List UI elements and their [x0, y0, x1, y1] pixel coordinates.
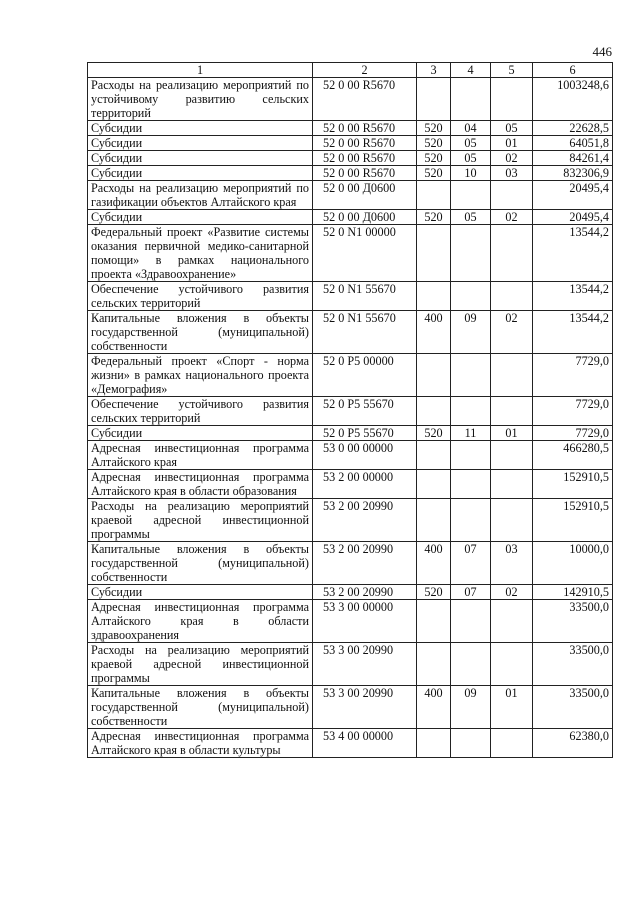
expense-type-cell	[417, 78, 451, 121]
item-name-cell: Субсидии	[88, 151, 313, 166]
amount-cell: 466280,5	[533, 441, 613, 470]
header-cell: 4	[451, 63, 491, 78]
item-name-cell: Адресная инвестиционная программа Алтайского края в области образования	[88, 470, 313, 499]
item-name-cell: Расходы на реализацию мероприятий краевой адресной инвестиционной программы	[88, 643, 313, 686]
amount-cell: 13544,2	[533, 311, 613, 354]
header-cell: 3	[417, 63, 451, 78]
item-name-cell: Обеспечение устойчивого развития сельских территорий	[88, 282, 313, 311]
section-cell	[451, 499, 491, 542]
amount-cell: 22628,5	[533, 121, 613, 136]
item-name-cell: Расходы на реализацию мероприятий по устойчивому развитию сельских территорий	[88, 78, 313, 121]
amount-cell: 20495,4	[533, 181, 613, 210]
expense-type-cell: 400	[417, 542, 451, 585]
section-cell	[451, 282, 491, 311]
section-cell: 05	[451, 151, 491, 166]
header-cell: 6	[533, 63, 613, 78]
section-cell: 09	[451, 686, 491, 729]
table-row	[88, 225, 613, 282]
item-name-cell: Обеспечение устойчивого развития сельских территорий	[88, 397, 313, 426]
table-row	[88, 181, 613, 210]
table-row	[88, 470, 613, 499]
table-row	[88, 542, 613, 585]
amount-cell: 152910,5	[533, 499, 613, 542]
target-code-cell: 52 0 P5 55670	[313, 397, 417, 426]
section-cell: 07	[451, 542, 491, 585]
item-name-cell: Адресная инвестиционная программа Алтайского края в области культуры	[88, 729, 313, 758]
amount-cell: 152910,5	[533, 470, 613, 499]
budget-table	[87, 62, 613, 758]
table-row	[88, 354, 613, 397]
amount-cell: 1003248,6	[533, 78, 613, 121]
table-row	[88, 78, 613, 121]
item-name-cell: Расходы на реализацию мероприятий краевой адресной инвестиционной программы	[88, 499, 313, 542]
table-row	[88, 499, 613, 542]
section-cell: 09	[451, 311, 491, 354]
amount-cell: 7729,0	[533, 397, 613, 426]
amount-cell: 20495,4	[533, 210, 613, 225]
expense-type-cell	[417, 354, 451, 397]
target-code-cell: 52 0 00 Д0600	[313, 210, 417, 225]
expense-type-cell: 400	[417, 686, 451, 729]
target-code-cell: 52 0 00 R5670	[313, 121, 417, 136]
target-code-cell: 53 2 00 20990	[313, 499, 417, 542]
amount-cell: 142910,5	[533, 585, 613, 600]
item-name-cell: Капитальные вложения в объекты государственной (муниципальной) собственности	[88, 686, 313, 729]
expense-type-cell	[417, 441, 451, 470]
amount-cell: 33500,0	[533, 686, 613, 729]
subsection-cell	[491, 643, 533, 686]
item-name-cell: Субсидии	[88, 136, 313, 151]
item-name-cell: Субсидии	[88, 121, 313, 136]
subsection-cell	[491, 282, 533, 311]
target-code-cell: 53 3 00 00000	[313, 600, 417, 643]
table-row	[88, 151, 613, 166]
section-cell: 11	[451, 426, 491, 441]
section-cell: 04	[451, 121, 491, 136]
section-cell	[451, 397, 491, 426]
header-cell: 5	[491, 63, 533, 78]
expense-type-cell: 520	[417, 210, 451, 225]
item-name-cell: Адресная инвестиционная программа Алтайского края в области здравоохранения	[88, 600, 313, 643]
subsection-cell: 05	[491, 121, 533, 136]
target-code-cell: 52 0 00 Д0600	[313, 181, 417, 210]
target-code-cell: 52 0 N1 55670	[313, 311, 417, 354]
subsection-cell	[491, 441, 533, 470]
table-header-row	[88, 63, 613, 78]
expense-type-cell: 520	[417, 151, 451, 166]
section-cell	[451, 600, 491, 643]
target-code-cell: 52 0 00 R5670	[313, 166, 417, 181]
table-row	[88, 121, 613, 136]
section-cell: 10	[451, 166, 491, 181]
subsection-cell	[491, 729, 533, 758]
table-row	[88, 441, 613, 470]
amount-cell: 62380,0	[533, 729, 613, 758]
subsection-cell	[491, 181, 533, 210]
expense-type-cell	[417, 470, 451, 499]
subsection-cell: 03	[491, 166, 533, 181]
header-cell: 2	[313, 63, 417, 78]
target-code-cell: 52 0 00 R5670	[313, 151, 417, 166]
target-code-cell: 52 0 N1 00000	[313, 225, 417, 282]
target-code-cell: 52 0 P5 55670	[313, 426, 417, 441]
expense-type-cell	[417, 181, 451, 210]
subsection-cell	[491, 600, 533, 643]
subsection-cell	[491, 78, 533, 121]
subsection-cell	[491, 499, 533, 542]
section-cell	[451, 441, 491, 470]
target-code-cell: 53 3 00 20990	[313, 643, 417, 686]
amount-cell: 832306,9	[533, 166, 613, 181]
table-row	[88, 426, 613, 441]
expense-type-cell: 520	[417, 166, 451, 181]
table-row	[88, 166, 613, 181]
item-name-cell: Субсидии	[88, 426, 313, 441]
target-code-cell: 53 4 00 00000	[313, 729, 417, 758]
section-cell	[451, 470, 491, 499]
subsection-cell: 02	[491, 585, 533, 600]
target-code-cell: 52 0 P5 00000	[313, 354, 417, 397]
table-row	[88, 729, 613, 758]
expense-type-cell	[417, 643, 451, 686]
item-name-cell: Субсидии	[88, 210, 313, 225]
subsection-cell	[491, 225, 533, 282]
expense-type-cell	[417, 225, 451, 282]
subsection-cell	[491, 354, 533, 397]
amount-cell: 7729,0	[533, 426, 613, 441]
section-cell: 05	[451, 136, 491, 151]
item-name-cell: Субсидии	[88, 585, 313, 600]
table-row	[88, 686, 613, 729]
section-cell: 07	[451, 585, 491, 600]
item-name-cell: Капитальные вложения в объекты государственной (муниципальной) собственности	[88, 311, 313, 354]
section-cell	[451, 729, 491, 758]
amount-cell: 13544,2	[533, 282, 613, 311]
section-cell	[451, 78, 491, 121]
expense-type-cell: 520	[417, 136, 451, 151]
expense-type-cell: 520	[417, 121, 451, 136]
item-name-cell: Федеральный проект «Развитие системы оказания первичной медико-санитарной помощи» в рамках национального проекта «Здравоохранение»	[88, 225, 313, 282]
expense-type-cell	[417, 729, 451, 758]
page-number: 446	[592, 44, 612, 59]
amount-cell: 7729,0	[533, 354, 613, 397]
target-code-cell: 52 0 00 R5670	[313, 78, 417, 121]
table-row	[88, 585, 613, 600]
expense-type-cell: 520	[417, 585, 451, 600]
table-row	[88, 643, 613, 686]
item-name-cell: Капитальные вложения в объекты государственной (муниципальной) собственности	[88, 542, 313, 585]
item-name-cell: Адресная инвестиционная программа Алтайского края	[88, 441, 313, 470]
subsection-cell: 02	[491, 151, 533, 166]
target-code-cell: 52 0 00 R5670	[313, 136, 417, 151]
expense-type-cell	[417, 600, 451, 643]
target-code-cell: 53 0 00 00000	[313, 441, 417, 470]
subsection-cell: 01	[491, 426, 533, 441]
amount-cell: 64051,8	[533, 136, 613, 151]
expense-type-cell	[417, 282, 451, 311]
subsection-cell: 03	[491, 542, 533, 585]
section-cell	[451, 354, 491, 397]
table-row	[88, 210, 613, 225]
subsection-cell: 02	[491, 210, 533, 225]
amount-cell: 10000,0	[533, 542, 613, 585]
subsection-cell: 01	[491, 686, 533, 729]
expense-type-cell: 400	[417, 311, 451, 354]
subsection-cell	[491, 397, 533, 426]
header-cell: 1	[88, 63, 313, 78]
target-code-cell: 53 3 00 20990	[313, 686, 417, 729]
amount-cell: 33500,0	[533, 600, 613, 643]
amount-cell: 84261,4	[533, 151, 613, 166]
expense-type-cell	[417, 499, 451, 542]
expense-type-cell	[417, 397, 451, 426]
section-cell: 05	[451, 210, 491, 225]
target-code-cell: 53 2 00 20990	[313, 542, 417, 585]
table-row	[88, 282, 613, 311]
table-row	[88, 311, 613, 354]
item-name-cell: Субсидии	[88, 166, 313, 181]
table-row	[88, 600, 613, 643]
target-code-cell: 53 2 00 00000	[313, 470, 417, 499]
section-cell	[451, 643, 491, 686]
subsection-cell	[491, 470, 533, 499]
section-cell	[451, 225, 491, 282]
amount-cell: 13544,2	[533, 225, 613, 282]
table-row	[88, 397, 613, 426]
subsection-cell: 01	[491, 136, 533, 151]
section-cell	[451, 181, 491, 210]
expense-type-cell: 520	[417, 426, 451, 441]
table-row	[88, 136, 613, 151]
item-name-cell: Федеральный проект «Спорт - норма жизни» в рамках национального проекта «Демография»	[88, 354, 313, 397]
amount-cell: 33500,0	[533, 643, 613, 686]
subsection-cell: 02	[491, 311, 533, 354]
item-name-cell: Расходы на реализацию мероприятий по газификации объектов Алтайского края	[88, 181, 313, 210]
target-code-cell: 53 2 00 20990	[313, 585, 417, 600]
target-code-cell: 52 0 N1 55670	[313, 282, 417, 311]
